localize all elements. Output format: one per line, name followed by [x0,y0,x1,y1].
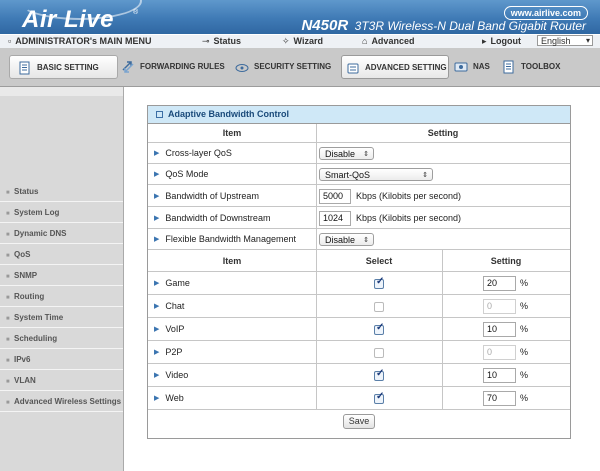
menu-icon: ▫ [8,36,12,46]
advanced-menu[interactable] [362,35,414,48]
sidebar-item-status[interactable] [0,182,123,202]
column-divider [316,364,317,386]
checkmark-icon: ✓ [376,322,385,333]
bullet-icon: ■ [6,190,10,196]
arrows-icon [121,60,135,74]
bullet-icon: ■ [6,253,10,259]
sidebar-item-snmp[interactable] [0,266,123,286]
app-row-video [148,364,570,387]
header-banner [0,0,600,34]
document-icon [18,61,32,75]
sidebar-item-label: IPv6 [14,355,31,364]
row-label-text: Bandwidth of Downstream [165,212,271,223]
web-percent-input[interactable]: 70 [483,391,516,406]
column-divider [316,185,317,206]
chat-percent-input[interactable]: 0 [483,299,516,314]
cross-layer-qos-label [154,143,232,163]
column-divider [316,295,317,317]
sidebar-item-label: System Time [14,313,64,322]
chevron-right-icon: ▶ [154,395,160,402]
percent-unit: % [520,370,529,380]
status-icon: ⊸ [202,36,210,46]
nas-icon [454,60,468,74]
advanced-settings-icon [346,61,360,75]
sidebar-item-label: SNMP [14,271,38,280]
p2p-percent-input[interactable]: 0 [483,345,516,360]
column-divider [316,229,317,249]
upstream-label [154,185,259,206]
app-label-text: Game [165,278,190,288]
trademark-mark: ® [133,9,139,16]
tab-advanced-label: ADVANCED SETTING [365,63,447,72]
column-divider [316,387,317,409]
bullet-icon: ■ [6,295,10,301]
sidebar-item-label: Status [14,187,39,196]
admin-menu-label: ADMINISTRATOR's MAIN MENU [15,36,152,46]
save-button[interactable]: Save [343,414,375,429]
tab-basic-label: BASIC SETTING [37,63,99,72]
row-label-text: Flexible Bandwidth Management [165,234,296,244]
sidebar-item-system-time[interactable] [0,308,123,328]
chevron-down-icon: ▾ [585,36,590,45]
tab-bar [0,48,600,87]
app-row-p2p [148,341,570,364]
game-checkbox[interactable] [374,276,385,289]
downstream-label [154,207,270,228]
percent-unit: % [520,278,529,288]
chevron-right-icon: ▶ [154,150,160,157]
admin-main-menu[interactable] [8,35,152,48]
language-select[interactable] [537,35,593,46]
sidebar-item-label: QoS [14,250,31,259]
column-divider [442,364,443,386]
checkmark-icon: ✓ [376,391,385,402]
chevron-right-icon: ▶ [154,214,160,222]
sidebar-top-band [0,87,123,96]
sidebar-item-vlan[interactable] [0,371,123,391]
advanced-menu-label: Advanced [371,36,415,46]
sidebar-item-label: Routing [14,292,45,301]
app-label [154,364,188,386]
column-divider [316,341,317,363]
voip-percent-input[interactable]: 10 [483,322,516,337]
updown-arrows-icon: ⇕ [363,237,369,244]
upstream-row [148,185,570,207]
bullet-icon: ■ [6,274,10,280]
bullet-icon: ■ [6,400,10,406]
chevron-right-icon: ▶ [154,280,160,287]
flexible-bandwidth-label [154,229,296,249]
tab-security-label: SECURITY SETTING [254,62,332,71]
app-row-chat [148,295,570,318]
status-menu[interactable] [202,35,241,48]
row-label-text: Bandwidth of Upstream [165,190,259,201]
downstream-row [148,207,570,229]
column-header-select: Select [365,255,393,266]
language-value: English [541,36,571,46]
lock-icon [235,60,249,74]
tab-forwarding-rules[interactable] [121,55,225,79]
app-row-voip [148,318,570,341]
app-row-web [148,387,570,410]
percent-unit: % [520,324,529,334]
row-label-text: QoS Mode [165,169,209,179]
sidebar-item-routing[interactable] [0,287,123,307]
column-divider [316,207,317,228]
column-divider [316,318,317,340]
cross-layer-qos-select[interactable] [319,147,374,160]
app-label [154,341,182,363]
site-url-badge[interactable]: www.airlive.com [504,6,588,20]
sidebar-item-label: System Log [14,208,60,217]
chevron-right-icon: ▶ [154,326,160,333]
web-checkbox[interactable] [374,391,385,404]
column-divider [316,272,317,294]
updown-arrows-icon: ⇕ [363,151,369,158]
adaptive-bandwidth-panel [147,105,571,439]
logout-menu-label: Logout [490,36,522,46]
advanced-icon: ⌂ [362,36,368,46]
app-label [154,387,184,409]
tab-toolbox-label: TOOLBOX [521,62,561,71]
app-label-text: Chat [165,301,185,311]
airlive-logo: Air Live [22,6,115,33]
flexible-bandwidth-row [148,229,570,250]
percent-unit: % [520,393,529,403]
model-title [301,17,586,34]
updown-arrows-icon: ⇕ [422,172,428,179]
sidebar [0,87,124,471]
chevron-right-icon: ▶ [154,192,160,200]
app-label [154,272,190,294]
column-divider [442,341,443,363]
column-header-setting: Setting [490,255,522,266]
tab-security-setting[interactable] [235,55,331,79]
tab-nas[interactable] [454,55,490,79]
chevron-right-icon: ▶ [154,372,160,379]
select-value: Disable [325,235,356,245]
app-label [154,318,184,340]
sidebar-item-advanced-wireless[interactable] [0,392,123,412]
chevron-right-icon: ▶ [154,236,160,243]
column-header-item: Item [222,255,242,266]
checkmark-icon: ✓ [376,368,385,379]
tab-basic-setting[interactable] [9,55,118,79]
tab-toolbox[interactable] [502,55,560,79]
qos-mode-row [148,164,570,185]
settings-header-row [148,124,570,143]
sidebar-item-label: VLAN [14,376,36,385]
p2p-checkbox[interactable] [374,348,384,358]
bullet-icon: ■ [6,337,10,343]
downstream-unit: Kbps (Kilobits per second) [356,213,462,223]
logout-menu[interactable] [482,35,521,48]
flexible-bandwidth-select[interactable] [319,233,374,246]
video-percent-input[interactable]: 10 [483,368,516,383]
column-header-setting: Setting [427,128,459,138]
wizard-menu-label: Wizard [293,36,323,46]
voip-checkbox[interactable] [374,322,385,335]
sidebar-item-system-log[interactable] [0,203,123,223]
sidebar-item-label: Scheduling [14,334,58,343]
square-icon [156,111,163,118]
model-description: 3T3R Wireless-N Dual Band Gigabit Router [354,19,586,33]
top-menu-bar [0,34,600,49]
qos-mode-select[interactable] [319,168,433,181]
app-label-text: Web [165,393,184,403]
percent-unit: % [520,301,529,311]
app-header-row [148,250,570,272]
wizard-menu[interactable] [282,35,323,48]
sidebar-item-label: Advanced Wireless Settings [14,397,122,406]
app-row-game [148,272,570,295]
sidebar-item-scheduling[interactable] [0,329,123,349]
bullet-icon: ■ [6,358,10,364]
chat-checkbox[interactable] [374,302,384,312]
column-divider [316,143,317,163]
bullet-icon: ■ [6,379,10,385]
toolbox-icon [502,60,516,74]
app-label-text: Video [165,370,189,380]
sidebar-item-dynamic-dns[interactable] [0,224,123,244]
column-divider [442,272,443,294]
sidebar-item-label: Dynamic DNS [14,229,67,238]
app-label-text: P2P [165,347,183,357]
upstream-input[interactable]: 5000 [319,189,351,204]
qos-mode-label [154,164,208,184]
column-header-item: Item [222,128,242,138]
video-checkbox[interactable] [374,368,385,381]
sidebar-item-qos[interactable] [0,245,123,265]
column-divider [442,318,443,340]
model-name: N450R [301,17,349,34]
bullet-icon: ■ [6,232,10,238]
panel-title-bar [148,106,570,124]
chevron-right-icon: ▶ [154,171,160,178]
column-divider [442,387,443,409]
select-value: Smart-QoS [325,170,371,180]
app-label [154,295,184,317]
tab-nas-label: NAS [473,62,490,71]
chevron-right-icon: ▶ [154,349,160,356]
tab-advanced-setting[interactable] [341,55,449,79]
app-label-text: VoIP [165,324,185,334]
panel-title: Adaptive Bandwidth Control [168,109,289,119]
upstream-unit: Kbps (Kilobits per second) [356,191,462,201]
wizard-icon: ✧ [282,36,290,46]
tab-forwarding-label: FORWARDING RULES [140,62,225,71]
row-label-text: Cross-layer QoS [165,148,232,158]
cross-layer-qos-row [148,143,570,164]
percent-unit: % [520,347,529,357]
downstream-input[interactable]: 1024 [319,211,351,226]
game-percent-input[interactable]: 20 [483,276,516,291]
column-divider [316,164,317,184]
select-value: Disable [325,149,356,159]
bullet-icon: ■ [6,316,10,322]
checkmark-icon: ✓ [376,276,385,287]
column-divider [442,295,443,317]
bullet-icon: ■ [6,211,10,217]
logout-arrow-icon: ▸ [482,36,487,46]
status-menu-label: Status [213,36,242,46]
chevron-right-icon: ▶ [154,303,160,310]
sidebar-item-ipv6[interactable] [0,350,123,370]
